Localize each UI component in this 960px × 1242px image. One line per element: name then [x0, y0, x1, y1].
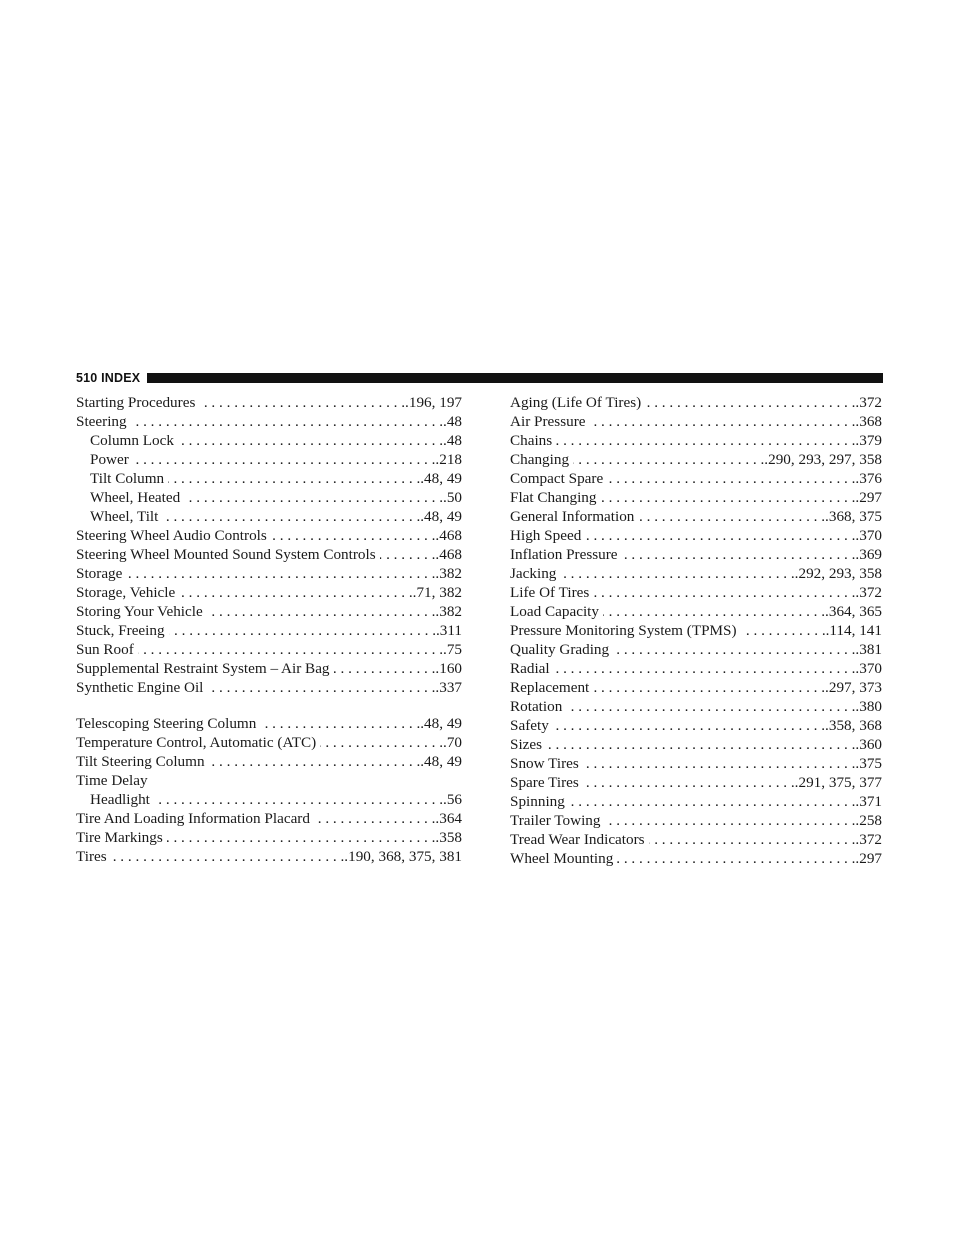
- index-entry: [510, 507, 882, 526]
- index-page-numbers: .291, 375, 377: [794, 774, 882, 791]
- index-entry: [510, 773, 882, 792]
- index-term: Wheel, Tilt: [90, 508, 159, 525]
- index-page-numbers: .292, 293, 358: [794, 565, 882, 582]
- dot-leader: [638, 507, 825, 526]
- index-term: Chains: [510, 432, 553, 449]
- index-term: Temperature Control, Automatic (ATC): [76, 734, 317, 751]
- index-page-numbers: .297: [855, 489, 882, 506]
- index-page-numbers: .364: [435, 810, 462, 827]
- index-page-numbers: .368: [855, 413, 882, 430]
- index-entry: [510, 488, 882, 507]
- index-entry: [76, 393, 462, 412]
- index-entry: [76, 659, 462, 678]
- index-term: Tire And Loading Information Placard: [76, 810, 310, 827]
- index-page-numbers: .48: [443, 413, 462, 430]
- index-entry: [76, 828, 462, 847]
- dot-leader: [741, 621, 826, 640]
- dot-leader: [585, 526, 855, 545]
- index-page-numbers: .379: [855, 432, 882, 449]
- index-term: Storing Your Vehicle: [76, 603, 203, 620]
- index-page-numbers: .56: [443, 791, 462, 808]
- index-term: Aging (Life Of Tires): [510, 394, 642, 411]
- index-column-right: [510, 393, 882, 868]
- index-entry: [76, 847, 462, 866]
- index-page-numbers: .370: [855, 660, 882, 677]
- index-page-numbers: .369: [855, 546, 882, 563]
- index-entry: [510, 735, 882, 754]
- index-page-numbers: .372: [855, 584, 882, 601]
- index-term: Storage, Vehicle: [76, 584, 176, 601]
- index-page-numbers: .114, 141: [825, 622, 882, 639]
- index-term: Steering Wheel Mounted Sound System Controls: [76, 546, 376, 563]
- dot-leader: [199, 393, 405, 412]
- index-page-numbers: .337: [435, 679, 462, 696]
- index-page-numbers: .48, 49: [420, 715, 462, 732]
- index-page-numbers: .375: [855, 755, 882, 772]
- index-term: Sun Roof: [76, 641, 134, 658]
- dot-leader: [569, 792, 856, 811]
- index-term: Power: [90, 451, 129, 468]
- index-term: Safety: [510, 717, 549, 734]
- index-term: Changing: [510, 451, 570, 468]
- index-term: Load Capacity: [510, 603, 599, 620]
- index-entry: [510, 450, 882, 469]
- index-entry: [510, 469, 882, 488]
- index-page-numbers: .368, 375: [825, 508, 882, 525]
- index-term: Tire Markings: [76, 829, 163, 846]
- index-term: Starting Procedures: [76, 394, 196, 411]
- index-term: Supplemental Restraint System – Air Bag: [76, 660, 330, 677]
- index-entry: [510, 640, 882, 659]
- index-page-numbers: .297, 373: [825, 679, 882, 696]
- dot-leader: [314, 809, 435, 828]
- dot-leader: [583, 773, 795, 792]
- index-entry: [510, 621, 882, 640]
- dot-leader: [645, 393, 855, 412]
- index-term: Wheel, Heated: [90, 489, 181, 506]
- index-entry: [510, 792, 882, 811]
- index-term: Spinning: [510, 793, 565, 810]
- index-entry: [510, 678, 882, 697]
- index-page-numbers: .364, 365: [825, 603, 882, 620]
- dot-leader: [179, 583, 412, 602]
- index-term: Compact Spare: [510, 470, 604, 487]
- index-page-numbers: .190, 368, 375, 381: [344, 848, 462, 865]
- index-entry: [510, 811, 882, 830]
- dot-leader: [566, 697, 855, 716]
- dot-leader: [260, 714, 420, 733]
- index-page-numbers: .297: [855, 850, 882, 867]
- dot-leader: [169, 621, 436, 640]
- dot-leader: [593, 583, 855, 602]
- header-rule: [147, 373, 883, 383]
- dot-leader: [207, 602, 436, 621]
- index-page-numbers: .381: [855, 641, 882, 658]
- index-entry: [510, 830, 882, 849]
- index-term: Storage: [76, 565, 123, 582]
- dot-leader: [167, 828, 436, 847]
- index-term: Quality Grading: [510, 641, 610, 658]
- dot-leader: [603, 602, 825, 621]
- index-term: Snow Tires: [510, 755, 579, 772]
- index-page-numbers: .372: [855, 831, 882, 848]
- index-entry: [76, 809, 462, 828]
- dot-leader: [133, 450, 436, 469]
- index-term: Steering: [76, 413, 127, 430]
- index-term: Air Pressure: [510, 413, 586, 430]
- index-term: Life Of Tires: [510, 584, 590, 601]
- index-entry: [76, 469, 462, 488]
- index-term: Steering Wheel Audio Controls: [76, 527, 267, 544]
- dot-leader: [583, 754, 856, 773]
- index-term: Spare Tires: [510, 774, 579, 791]
- index-term: Stuck, Freeing: [76, 622, 165, 639]
- index-term: High Speed: [510, 527, 582, 544]
- index-entry: [76, 545, 462, 564]
- dot-leader: [605, 811, 856, 830]
- index-term: Trailer Towing: [510, 812, 601, 829]
- index-page-numbers: .70: [443, 734, 462, 751]
- index-entry: [510, 393, 882, 412]
- index-entry: [510, 583, 882, 602]
- index-entry: [76, 526, 462, 545]
- index-entry: [510, 545, 882, 564]
- index-entry: [510, 564, 882, 583]
- dot-leader: [209, 752, 421, 771]
- index-term: Tires: [76, 848, 107, 865]
- index-term: Flat Changing: [510, 489, 597, 506]
- page-header: [76, 369, 883, 387]
- index-term: Column Lock: [90, 432, 174, 449]
- index-term: Jacking: [510, 565, 557, 582]
- index-entry: [76, 431, 462, 450]
- index-term: Radial: [510, 660, 550, 677]
- index-page-numbers: .370: [855, 527, 882, 544]
- index-page-numbers: .372: [855, 394, 882, 411]
- index-term: Time Delay: [76, 772, 148, 789]
- index-entry: [510, 754, 882, 773]
- index-term: Pressure Monitoring System (TPMS): [510, 622, 737, 639]
- dot-leader: [138, 640, 443, 659]
- dot-leader: [126, 564, 435, 583]
- index-entry: [510, 716, 882, 735]
- index-entry: [510, 602, 882, 621]
- index-page-numbers: .358: [435, 829, 462, 846]
- index-page-numbers: .48, 49: [420, 508, 462, 525]
- index-entry: [76, 752, 462, 771]
- dot-leader: [207, 678, 435, 697]
- index-entry: [76, 621, 462, 640]
- index-entry: [510, 849, 882, 868]
- dot-leader: [168, 469, 420, 488]
- index-page-numbers: .358, 368: [825, 717, 882, 734]
- index-entry: [76, 488, 462, 507]
- dot-leader: [553, 716, 825, 735]
- index-entry: [76, 583, 462, 602]
- index-page-numbers: .290, 293, 297, 358: [764, 451, 882, 468]
- index-page-numbers: .380: [855, 698, 882, 715]
- dot-leader: [380, 545, 436, 564]
- index-term: Tilt Column: [90, 470, 165, 487]
- index-term: General Information: [510, 508, 635, 525]
- dot-leader: [111, 847, 345, 866]
- page-header-label: 510 INDEX: [76, 371, 141, 385]
- index-column-left: [76, 393, 462, 866]
- dot-leader: [613, 640, 855, 659]
- dot-leader: [271, 526, 436, 545]
- dot-leader: [554, 659, 856, 678]
- index-entry: [76, 640, 462, 659]
- dot-leader: [617, 849, 855, 868]
- index-term: Synthetic Engine Oil: [76, 679, 204, 696]
- index-page-numbers: .371: [855, 793, 882, 810]
- index-entry: [510, 697, 882, 716]
- index-entry: [510, 412, 882, 431]
- index-term: Inflation Pressure: [510, 546, 618, 563]
- dot-leader: [131, 412, 443, 431]
- dot-leader: [649, 830, 856, 849]
- index-term: Wheel Mounting: [510, 850, 614, 867]
- index-entry: [76, 507, 462, 526]
- index-page-numbers: .311: [435, 622, 462, 639]
- dot-leader: [320, 733, 443, 752]
- index-page-numbers: .218: [435, 451, 462, 468]
- dot-leader: [590, 412, 856, 431]
- index-term: Replacement: [510, 679, 590, 696]
- index-entry: [510, 659, 882, 678]
- index-page-numbers: .468: [435, 546, 462, 563]
- index-entry: [76, 412, 462, 431]
- index-page-numbers: .48, 49: [420, 753, 462, 770]
- index-page-numbers: .48, 49: [420, 470, 462, 487]
- dot-leader: [607, 469, 855, 488]
- index-entry: [76, 450, 462, 469]
- index-entry: [76, 602, 462, 621]
- index-term: Sizes: [510, 736, 543, 753]
- index-entry: [76, 678, 462, 697]
- index-page-numbers: .258: [855, 812, 882, 829]
- index-term: Rotation: [510, 698, 563, 715]
- index-page-numbers: .50: [443, 489, 462, 506]
- index-entry: [510, 431, 882, 450]
- dot-leader: [593, 678, 825, 697]
- index-term: Telescoping Steering Column: [76, 715, 257, 732]
- index-page-numbers: .196, 197: [405, 394, 462, 411]
- index-page-numbers: .48: [443, 432, 462, 449]
- dot-leader: [162, 507, 420, 526]
- index-term: Headlight: [90, 791, 150, 808]
- dot-leader: [573, 450, 764, 469]
- index-entry: [510, 526, 882, 545]
- dot-leader: [622, 545, 856, 564]
- dot-leader: [184, 488, 443, 507]
- index-entry: [76, 790, 462, 809]
- index-page-numbers: .160: [435, 660, 462, 677]
- index-entry: [76, 733, 462, 752]
- index-page-numbers: .360: [855, 736, 882, 753]
- index-page-numbers: .75: [443, 641, 462, 658]
- index-page-numbers: .382: [435, 603, 462, 620]
- index-term: Tread Wear Indicators: [510, 831, 645, 848]
- index-page-numbers: .382: [435, 565, 462, 582]
- index-page-numbers: .71, 382: [412, 584, 462, 601]
- index-entry: [76, 564, 462, 583]
- dot-leader: [334, 659, 436, 678]
- dot-leader: [546, 735, 855, 754]
- index-page-numbers: .376: [855, 470, 882, 487]
- dot-leader: [154, 790, 443, 809]
- dot-leader: [600, 488, 855, 507]
- index-page-numbers: .468: [435, 527, 462, 544]
- dot-leader: [556, 431, 855, 450]
- dot-leader: [178, 431, 443, 450]
- dot-leader: [560, 564, 794, 583]
- index-term: Tilt Steering Column: [76, 753, 205, 770]
- index-entry: [76, 714, 462, 733]
- index-entry: [76, 771, 462, 790]
